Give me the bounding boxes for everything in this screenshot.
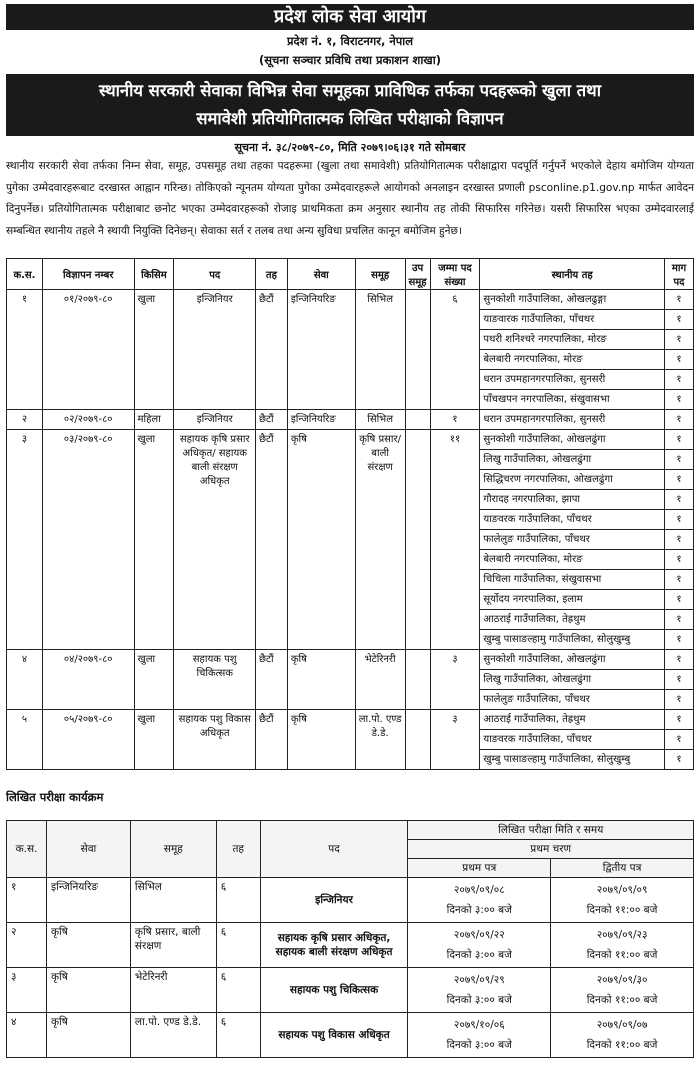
vacancy-cell-group: कृषि प्रसार/ बाली संरक्षण xyxy=(355,430,405,650)
demand-count: १ xyxy=(665,350,693,370)
demand-count: १ xyxy=(665,570,693,590)
vacancy-header-cell: उप समूह xyxy=(405,259,430,290)
local-level-name: बेलबारी नगरपालिका, मोरङ xyxy=(480,550,664,570)
vacancy-cell-total: ३ xyxy=(430,710,480,770)
schedule-group: सिभिल xyxy=(130,878,216,923)
schedule-row xyxy=(7,968,694,1013)
demand-count: १ xyxy=(676,634,682,645)
vacancy-cell-sn: ५ xyxy=(7,710,43,770)
vacancy-cell-service: कृषि xyxy=(287,430,355,650)
local-level-name: सिद्धिचरण नगरपालिका, ओखलढुंगा xyxy=(480,470,664,490)
vacancy-cell-adv: ०२/२०७९-८० xyxy=(42,410,134,430)
intro-paragraph: स्थानीय सरकारी सेवा तर्फका निम्न सेवा, समूह, उपसमूह तथा तहका पदहरूमा (खुला तथा समावेशी) प्रतियोगितात्मक परीक्षाद्वारा पदपूर्ति गर्नुपर्ने भएकोले देहाय बमोजिम योग्यता पुगेका उम्मेदवारहरूबाट दरखास्त आह्वान गरिन्छ। तोकिएको न्यूनतम योग्यता पुगेका उम्मेदवारहरूले आयोगको अनलाइन दरखास्त प्रणाली psconline.p1.gov.np मार्फत आवेदन दिनुपर्नेछ। प्रतियोगितात्मक परीक्षाबाट छनोट भएका उम्मेदवारहरूको रोजाइ प्राथमिकता क्रम अनुसार स्थानीय तह तोकी सिफारिस गरिनेछ। यसरी सिफारिस भएका उम्मेदवारलाई सम्बन्धित स्थानीय तहले नै स्थायी नियुक्ति दिनेछन्। सेवाका सर्त र तलब तथा अन्य सुविधा प्रचलित कानून बमोजिम हुनेछ। xyxy=(6,160,694,237)
schedule-level: ६ xyxy=(216,923,260,968)
vacancy-cell-post: इन्जिनियर xyxy=(174,290,256,410)
local-level-name: फालेलुङ गाउँपालिका, पाँचथर xyxy=(483,694,590,705)
schedule-level: ६ xyxy=(216,1013,260,1058)
vacancy-row xyxy=(7,290,694,410)
vacancy-cell-group: भेटेरिनरी xyxy=(355,650,405,710)
vacancy-row xyxy=(7,650,694,710)
local-level-name: पाँचखपन नगरपालिका, संखुवासभा xyxy=(483,394,610,405)
schedule-service: कृषि xyxy=(46,923,130,968)
vacancy-cell-adv: ०४/२०७९-८० xyxy=(42,650,134,710)
vacancy-cell-type: खुला xyxy=(134,710,174,770)
schedule-sn: ३ xyxy=(7,968,47,1013)
demand-count: १ xyxy=(676,414,682,425)
vacancy-cell-post: सहायक कृषि प्रसार अधिकृत/ सहायक बाली संरक्षण अधिकृत xyxy=(174,430,256,650)
local-level-name: लिखु गाउँपालिका, ओखलढुंगा xyxy=(480,450,664,470)
schedule-header-sn: क.स. xyxy=(7,821,47,878)
vacancy-row xyxy=(7,430,694,650)
vacancy-header-cell: किसिम xyxy=(134,259,174,290)
schedule-service: इन्जिनियरिङ xyxy=(46,878,130,923)
vacancy-cell-level: छैटौं xyxy=(256,410,288,430)
paper2-cell xyxy=(551,968,694,1013)
demand-count: १ xyxy=(665,670,693,690)
demand-count-list xyxy=(665,410,694,430)
branch-name: (सूचना सञ्चार प्रविधि तथा प्रकाशन शाखा) xyxy=(259,53,441,67)
demand-count: १ xyxy=(676,694,682,705)
vacancy-cell-type: खुला xyxy=(134,290,174,410)
vacancy-cell-sub xyxy=(405,410,430,430)
schedule-sn: २ xyxy=(7,923,47,968)
demand-count: १ xyxy=(665,710,693,730)
demand-count-list xyxy=(665,430,694,650)
local-level-name: धरान उपमहानगरपालिका, सुनसरी xyxy=(483,414,606,425)
local-level-name: बेलबारी नगरपालिका, मोरङ xyxy=(480,350,664,370)
schedule-table xyxy=(6,820,694,1058)
paper2-cell xyxy=(551,1013,694,1058)
vacancy-cell-service: कृषि xyxy=(287,650,355,710)
schedule-header-paper1: प्रथम पत्र xyxy=(408,859,551,878)
demand-count: १ xyxy=(665,370,693,390)
paper1-cell xyxy=(408,968,551,1013)
schedule-post: इन्जिनियर xyxy=(260,878,408,923)
paper2-date: २०७९/०९/०९ xyxy=(596,884,648,896)
vacancy-header-cell: सेवा xyxy=(287,259,355,290)
vacancy-header-cell: समूह xyxy=(355,259,405,290)
vacancy-header-cell: जम्मा पद संख्या xyxy=(430,259,480,290)
local-level-name: सुनकोशी गाउँपालिका, ओखलढुङ्गा xyxy=(480,290,664,310)
local-level-name: आठराई गाउँपालिका, तेह्रथुम xyxy=(480,710,664,730)
paper1-date: २०७९/०९/२२ xyxy=(453,929,505,941)
vacancy-cell-service: कृषि xyxy=(287,710,355,770)
vacancy-table xyxy=(6,258,694,770)
paper1-cell xyxy=(408,1013,551,1058)
demand-count: १ xyxy=(665,550,693,570)
vacancy-table-header xyxy=(7,259,694,290)
paper2-date: २०७९/०९/२३ xyxy=(596,929,648,941)
schedule-level: ६ xyxy=(216,968,260,1013)
schedule-header-datetime: लिखित परीक्षा मिति र समय xyxy=(408,821,694,840)
paper2-time: दिनको ११:०० बजे xyxy=(586,994,658,1006)
vacancy-cell-sn: ४ xyxy=(7,650,43,710)
vacancy-header-cell: पद xyxy=(174,259,256,290)
schedule-group: भेटेरिनरी xyxy=(130,968,216,1013)
paper1-time: दिनको ३:०० बजे xyxy=(446,949,512,961)
demand-count: १ xyxy=(665,290,693,310)
paper1-date: २०७९/०९/२९ xyxy=(453,974,505,986)
local-level-name: खुम्बु पासाङल्हामु गाउँपालिका, सोलुखुम्बु xyxy=(483,754,631,765)
vacancy-row xyxy=(7,410,694,430)
vacancy-cell-level: छैटौं xyxy=(256,290,288,410)
local-level-name: लिखु गाउँपालिका, ओखलढुंगा xyxy=(480,670,664,690)
paper2-time: दिनको ११:०० बजे xyxy=(586,949,658,961)
schedule-header-post: पद xyxy=(260,821,408,878)
title-line-2: समावेशी प्रतियोगितात्मक लिखित परीक्षाको विज्ञापन xyxy=(196,109,504,128)
paper1-date: २०७९/०९/०८ xyxy=(453,884,505,896)
paper2-cell xyxy=(551,923,694,968)
vacancy-cell-total: ६ xyxy=(430,290,480,410)
vacancy-cell-type: खुला xyxy=(134,430,174,650)
local-level-name: सुनकोशी गाउँपालिका, ओखलढुंगा xyxy=(480,430,664,450)
vacancy-header-cell: स्थानीय तह xyxy=(480,259,665,290)
vacancy-cell-sub xyxy=(405,290,430,410)
demand-count-list xyxy=(665,290,694,410)
vacancy-cell-post: सहायक पशु विकास अधिकृत xyxy=(174,710,256,770)
schedule-sn: १ xyxy=(7,878,47,923)
vacancy-row xyxy=(7,710,694,770)
local-level-name: गौरादह नगरपालिका, झापा xyxy=(480,490,664,510)
local-level-name: पथरी शनिश्चरे नगरपालिका, मोरङ xyxy=(480,330,664,350)
paper1-time: दिनको ३:०० बजे xyxy=(446,1039,512,1051)
demand-count-list xyxy=(665,650,694,710)
demand-count: १ xyxy=(665,310,693,330)
schedule-level: ६ xyxy=(216,878,260,923)
vacancy-cell-level: छैटौं xyxy=(256,430,288,650)
schedule-row xyxy=(7,923,694,968)
schedule-sn: ४ xyxy=(7,1013,47,1058)
vacancy-header-cell: विज्ञापन नम्बर xyxy=(42,259,134,290)
local-level-name: खुम्बु पासाङल्हामु गाउँपालिका, सोलुखुम्बु xyxy=(483,634,631,645)
paper2-time: दिनको ११:०० बजे xyxy=(586,1039,658,1051)
demand-count: १ xyxy=(665,430,693,450)
vacancy-cell-post: इन्जिनियर xyxy=(174,410,256,430)
vacancy-cell-group: सिभिल xyxy=(355,410,405,430)
vacancy-cell-sn: १ xyxy=(7,290,43,410)
schedule-group: ला.पो. एण्ड डे.डे. xyxy=(130,1013,216,1058)
local-level-name: याङवारक गाउँपालिका, पाँचथर xyxy=(480,310,664,330)
demand-count: १ xyxy=(665,650,693,670)
notice-title-banner xyxy=(6,74,694,136)
org-address: प्रदेश नं. १, विराटनगर, नेपाल xyxy=(286,34,414,48)
paper2-date: २०७९/०९/०७ xyxy=(596,1019,648,1031)
local-level-name: फालेलुङ गाउँपालिका, पाँचथर xyxy=(480,530,664,550)
local-level-name: याङवरक गाउँपालिका, पाँचथर xyxy=(480,730,664,750)
demand-count: १ xyxy=(665,590,693,610)
schedule-header-level: तह xyxy=(216,821,260,878)
vacancy-cell-post: सहायक पशु चिकित्सक xyxy=(174,650,256,710)
local-level-name: आठराई गाउँपालिका, तेह्रथुम xyxy=(480,610,664,630)
paper1-time: दिनको ३:०० बजे xyxy=(446,994,512,1006)
demand-count: १ xyxy=(665,730,693,750)
local-level-name: धरान उपमहानगरपालिका, सुनसरी xyxy=(480,370,664,390)
paper1-time: दिनको ३:०० बजे xyxy=(446,904,512,916)
paper1-cell xyxy=(408,878,551,923)
vacancy-cell-adv: ०३/२०७९-८० xyxy=(42,430,134,650)
vacancy-cell-group: ला.पो. एण्ड डे.डे. xyxy=(355,710,405,770)
demand-count: १ xyxy=(665,490,693,510)
schedule-heading: लिखित परीक्षा कार्यक्रम xyxy=(6,790,104,804)
vacancy-cell-type: खुला xyxy=(134,650,174,710)
demand-count: १ xyxy=(665,450,693,470)
vacancy-header-cell: तह xyxy=(256,259,288,290)
local-level-list xyxy=(480,710,665,770)
vacancy-cell-sub xyxy=(405,650,430,710)
vacancy-cell-level: छैटौं xyxy=(256,710,288,770)
local-level-list xyxy=(480,430,665,650)
schedule-row xyxy=(7,878,694,923)
schedule-post: सहायक पशु विकास अधिकृत xyxy=(260,1013,408,1058)
local-level-list xyxy=(480,290,665,410)
demand-count: १ xyxy=(676,754,682,765)
paper2-cell xyxy=(551,878,694,923)
demand-count: १ xyxy=(665,610,693,630)
vacancy-cell-service: इन्जिनियरिङ xyxy=(287,410,355,430)
schedule-group: कृषि प्रसार, बाली संरक्षण xyxy=(130,923,216,968)
notice-number: सूचना नं. ३८/२०७९-८०, मिति २०७९।०६।३१ गते सोमबार xyxy=(234,141,466,154)
vacancy-cell-sub xyxy=(405,430,430,650)
vacancy-cell-sn: २ xyxy=(7,410,43,430)
paper2-date: २०७९/०९/३० xyxy=(596,974,648,986)
local-level-name: चिचिला गाउँपालिका, संखुवासभा xyxy=(480,570,664,590)
paper1-date: २०७९/१०/०६ xyxy=(453,1019,505,1031)
vacancy-header-cell: क.स. xyxy=(7,259,43,290)
vacancy-cell-service: इन्जिनियरिङ xyxy=(287,290,355,410)
title-line-1: स्थानीय सरकारी सेवाका विभिन्न सेवा समूहका प्राविधिक तर्फका पदहरूको खुला तथा xyxy=(99,81,601,100)
schedule-header-paper2: द्वितीय पत्र xyxy=(551,859,694,878)
schedule-service: कृषि xyxy=(46,1013,130,1058)
org-banner: प्रदेश लोक सेवा आयोग xyxy=(6,4,694,30)
local-level-list xyxy=(480,650,665,710)
vacancy-cell-type: महिला xyxy=(134,410,174,430)
vacancy-cell-total: ३ xyxy=(430,650,480,710)
demand-count: १ xyxy=(665,330,693,350)
schedule-header-phase: प्रथम चरण xyxy=(408,840,694,859)
demand-count: १ xyxy=(665,530,693,550)
demand-count: १ xyxy=(665,510,693,530)
schedule-row xyxy=(7,1013,694,1058)
schedule-post: सहायक पशु चिकित्सक xyxy=(260,968,408,1013)
demand-count: १ xyxy=(676,394,682,405)
vacancy-cell-adv: ०५/२०७९-८० xyxy=(42,710,134,770)
paper2-time: दिनको ११:०० बजे xyxy=(586,904,658,916)
paper1-cell xyxy=(408,923,551,968)
vacancy-cell-level: छैटौं xyxy=(256,650,288,710)
schedule-service: कृषि xyxy=(46,968,130,1013)
vacancy-cell-group: सिभिल xyxy=(355,290,405,410)
local-level-name: सूर्योदय नगरपालिका, इलाम xyxy=(480,590,664,610)
schedule-header-service: सेवा xyxy=(46,821,130,878)
vacancy-cell-adv: ०१/२०७९-८० xyxy=(42,290,134,410)
vacancy-cell-sub xyxy=(405,710,430,770)
schedule-post: सहायक कृषि प्रसार अधिकृत, सहायक बाली संरक्षण अधिकृत xyxy=(260,923,408,968)
local-level-name: याङवरक गाउँपालिका, पाँचथर xyxy=(480,510,664,530)
demand-count-list xyxy=(665,710,694,770)
vacancy-cell-total: १ xyxy=(430,410,480,430)
schedule-header-group: समूह xyxy=(130,821,216,878)
local-level-list xyxy=(480,410,665,430)
vacancy-cell-sn: ३ xyxy=(7,430,43,650)
local-level-name: सुनकोशी गाउँपालिका, ओखलढुंगा xyxy=(480,650,664,670)
demand-count: १ xyxy=(665,470,693,490)
vacancy-header-cell: माग पद xyxy=(665,259,694,290)
vacancy-cell-total: ११ xyxy=(430,430,480,650)
